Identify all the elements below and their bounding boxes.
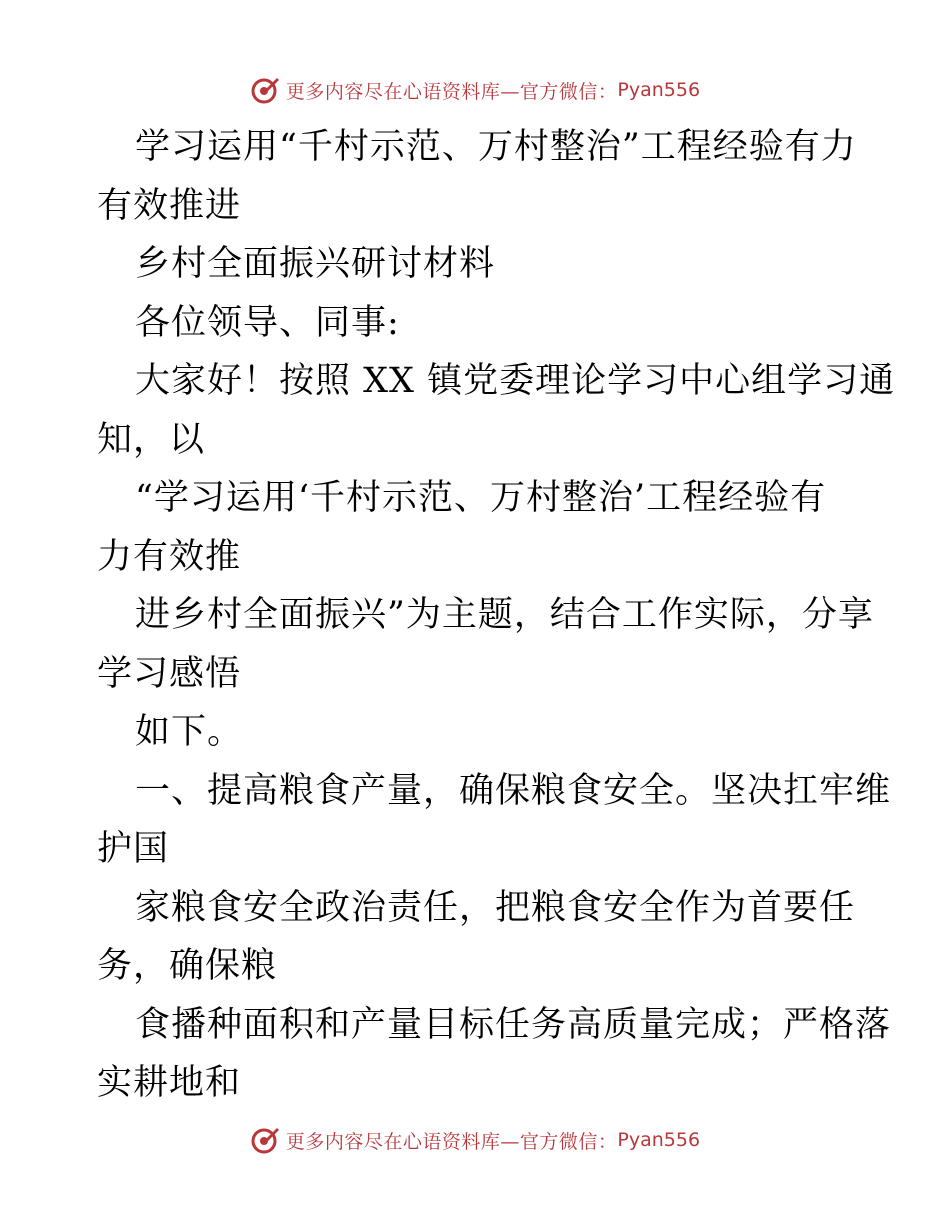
text-line: 乡村全面振兴研讨材料 bbox=[135, 244, 496, 284]
banner-handle: Pyan556 bbox=[617, 79, 701, 101]
text-line: 护国 bbox=[97, 829, 170, 869]
text-line: 如下。 bbox=[135, 712, 244, 752]
pen-logo-icon bbox=[250, 1125, 280, 1155]
text-line: 家粮食安全政治责任，把粮食安全作为首要任 bbox=[135, 887, 856, 928]
text-line: 食播种面积和产量目标任务高质量完成；严格落 bbox=[135, 1004, 892, 1045]
text-line: 学习运用“千村示范、万村整治”工程经验有力 bbox=[135, 127, 857, 167]
header-watermark-banner bbox=[0, 70, 950, 110]
pen-logo-icon bbox=[250, 75, 280, 105]
text-line: 务，确保粮 bbox=[97, 946, 278, 986]
text-line: 有效推进 bbox=[97, 185, 242, 226]
text-line: 大家好！按照 XX 镇党委理论学习中心组学习通 bbox=[135, 361, 896, 401]
text-line: 一、提高粮食产量，确保粮食安全。坚决扛牢维 bbox=[135, 770, 892, 811]
banner-text: 更多内容尽在心语资料库—官方微信： bbox=[285, 1130, 618, 1153]
text-line: “学习运用‘千村示范、万村整治’工程经验有 bbox=[135, 478, 827, 518]
text-line: 力有效推 bbox=[97, 536, 242, 577]
banner-text: 更多内容尽在心语资料库—官方微信： bbox=[285, 80, 618, 103]
document-body bbox=[97, 118, 896, 1113]
text-line: 实耕地和 bbox=[97, 1063, 242, 1103]
text-line: 知，以 bbox=[97, 419, 206, 460]
footer-watermark-banner bbox=[0, 1120, 950, 1160]
text-line: 学习感悟 bbox=[97, 653, 242, 694]
text-line: 各位领导、同事: bbox=[135, 302, 400, 343]
banner-handle: Pyan556 bbox=[617, 1129, 701, 1151]
text-line: 进乡村全面振兴”为主题，结合工作实际，分享 bbox=[135, 595, 874, 635]
